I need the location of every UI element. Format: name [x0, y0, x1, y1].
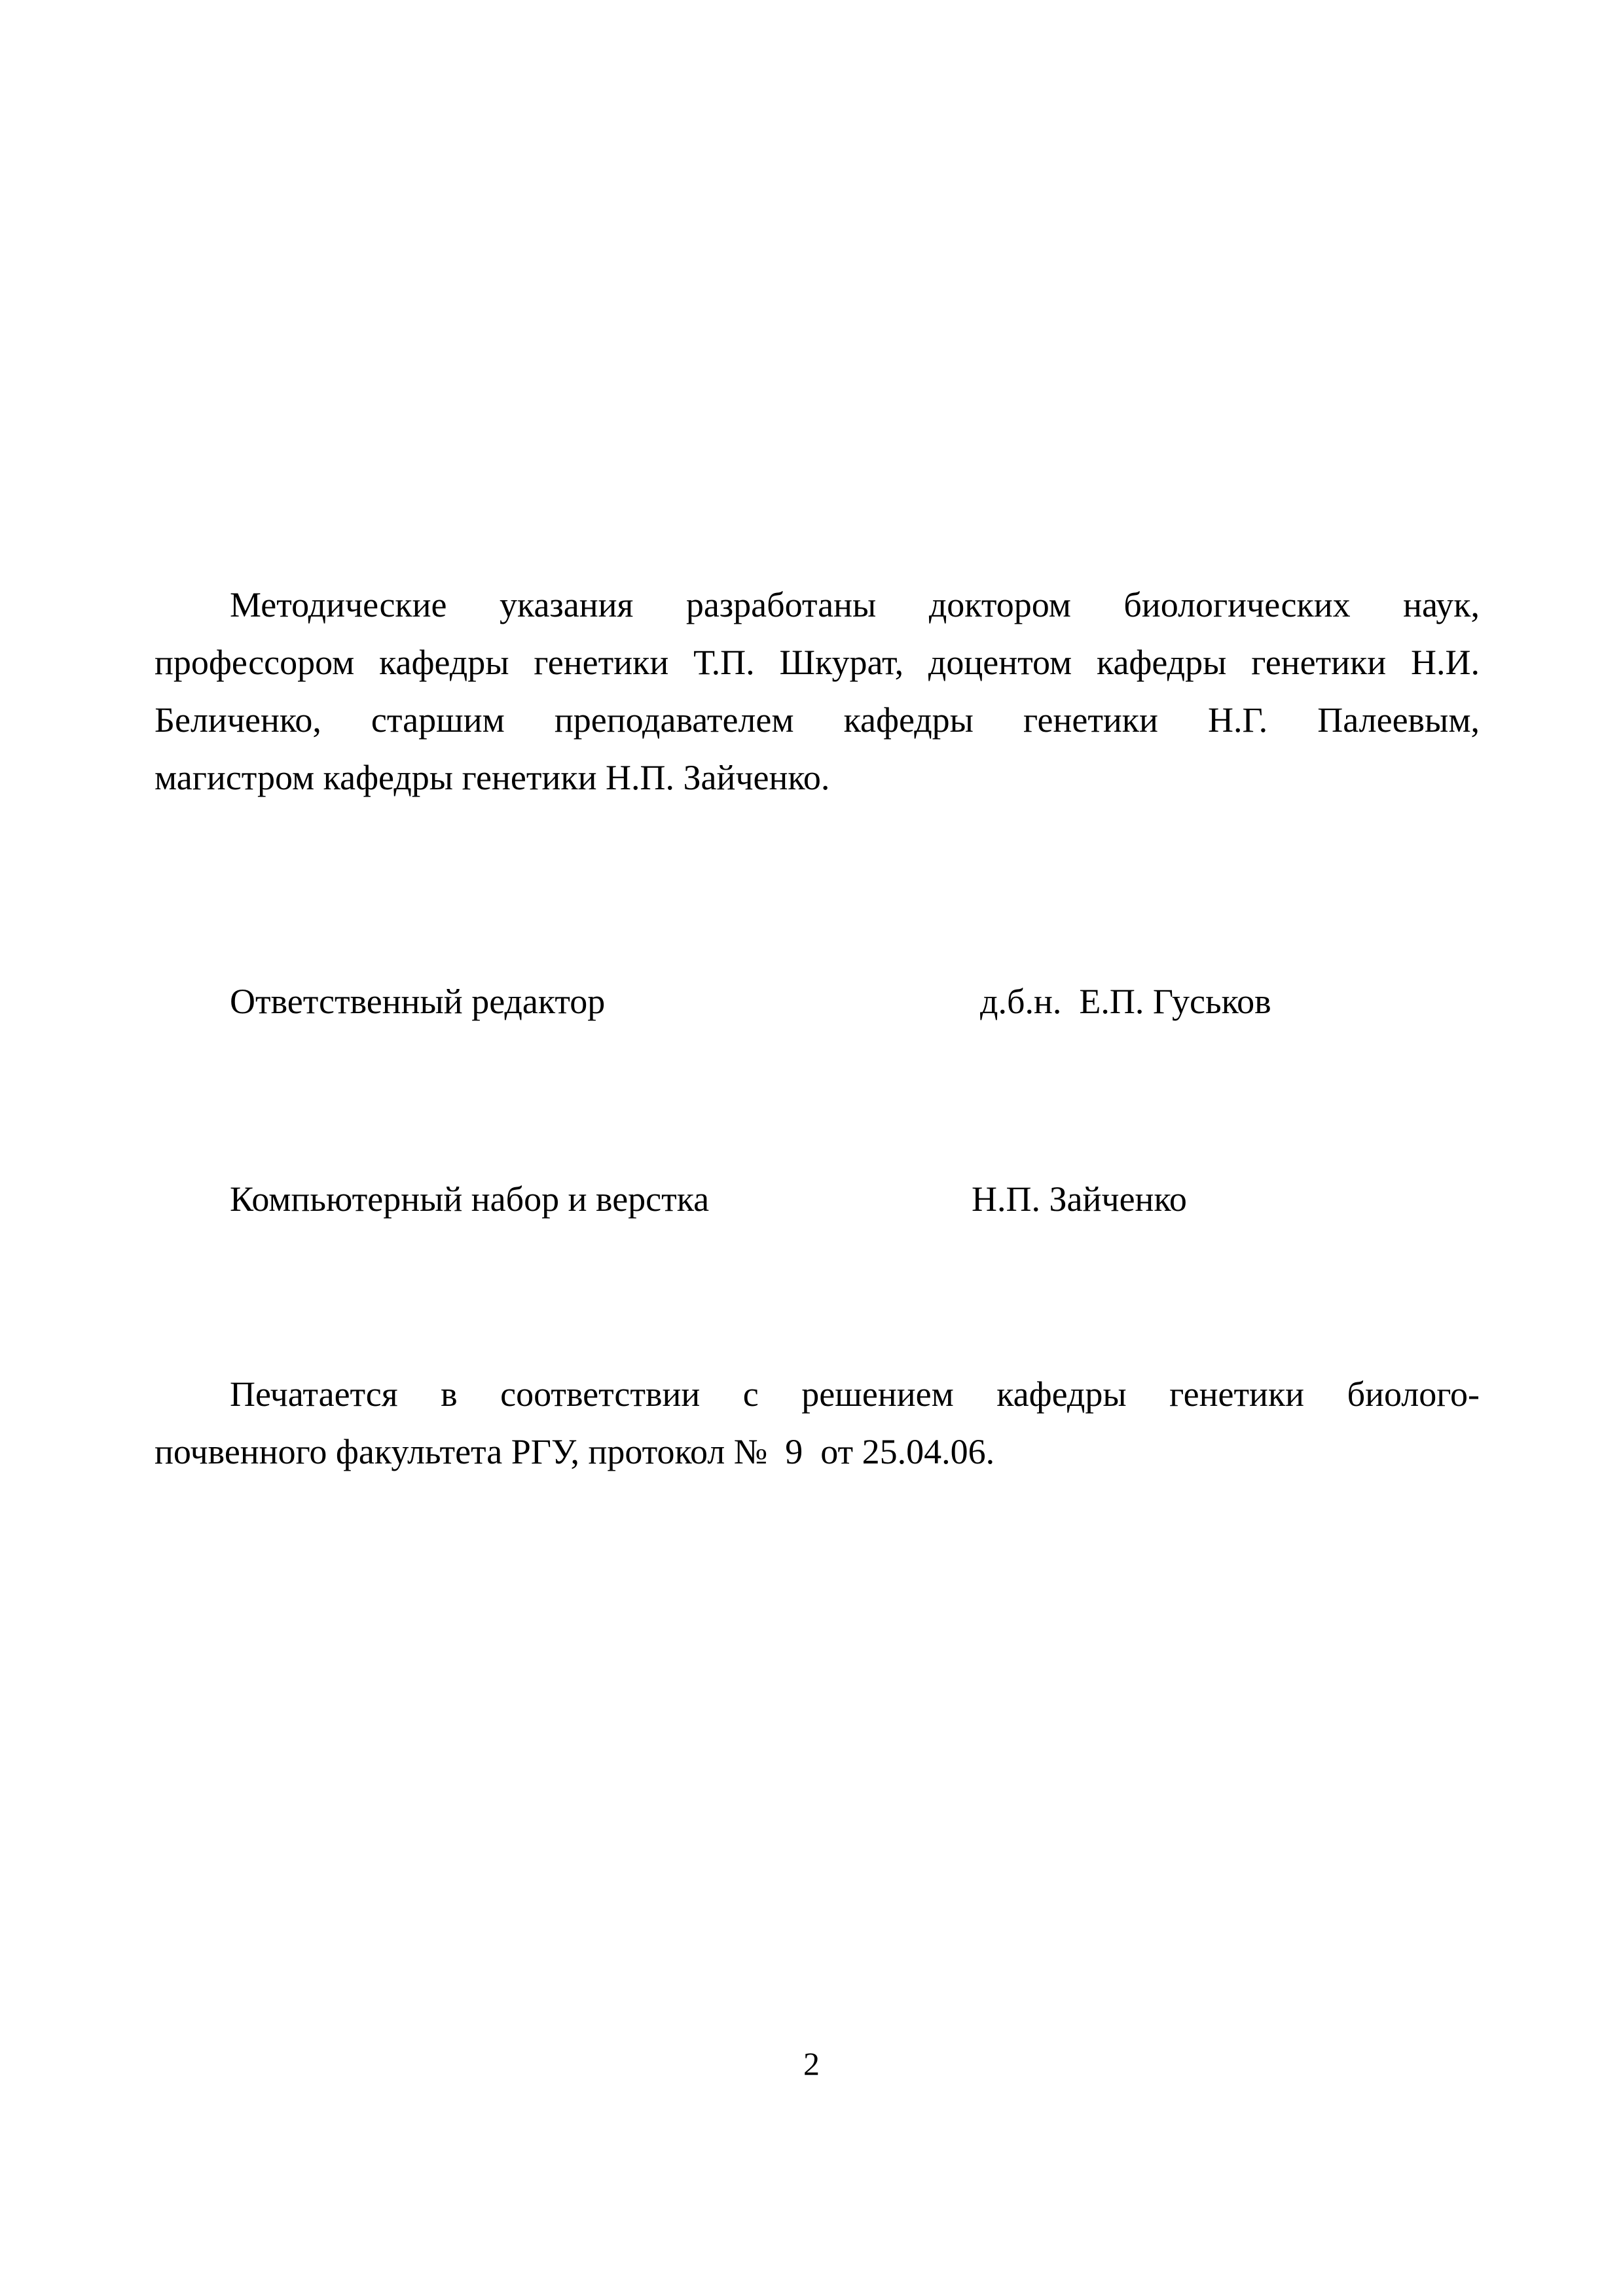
authors-line: Методические указания разработаны доктором биологических наук,	[230, 585, 1480, 624]
typesetting-name: Н.П. Зайченко	[972, 1179, 1187, 1219]
page-number: 2	[803, 2045, 820, 2082]
print-note-line: Печатается в соответствии с решением кафедры генетики биолого-	[230, 1374, 1480, 1414]
editor-name: Е.П. Гуськов	[1079, 982, 1271, 1021]
authors-line: профессором кафедры генетики Т.П. Шкурат, доцентом кафедры генетики Н.И.	[155, 643, 1480, 682]
editor-degree: д.б.н.	[980, 982, 1062, 1021]
editor-credit	[980, 978, 1271, 1024]
authors-line: Беличенко, старшим преподавателем кафедры генетики Н.Г. Палеевым,	[155, 700, 1480, 740]
typesetting-row	[230, 1176, 1187, 1222]
editor-label: Ответственный редактор	[230, 982, 606, 1021]
editor-row	[230, 978, 1271, 1024]
authors-line: магистром кафедры генетики Н.П. Зайченко.	[155, 758, 830, 797]
print-note-line: почвенного факультета РГУ, протокол № 9 от 25.04.06.	[155, 1432, 995, 1471]
typesetting-label: Компьютерный набор и верстка	[230, 1179, 710, 1219]
print-note-paragraph	[155, 1365, 1480, 1480]
authors-paragraph	[155, 576, 1480, 806]
